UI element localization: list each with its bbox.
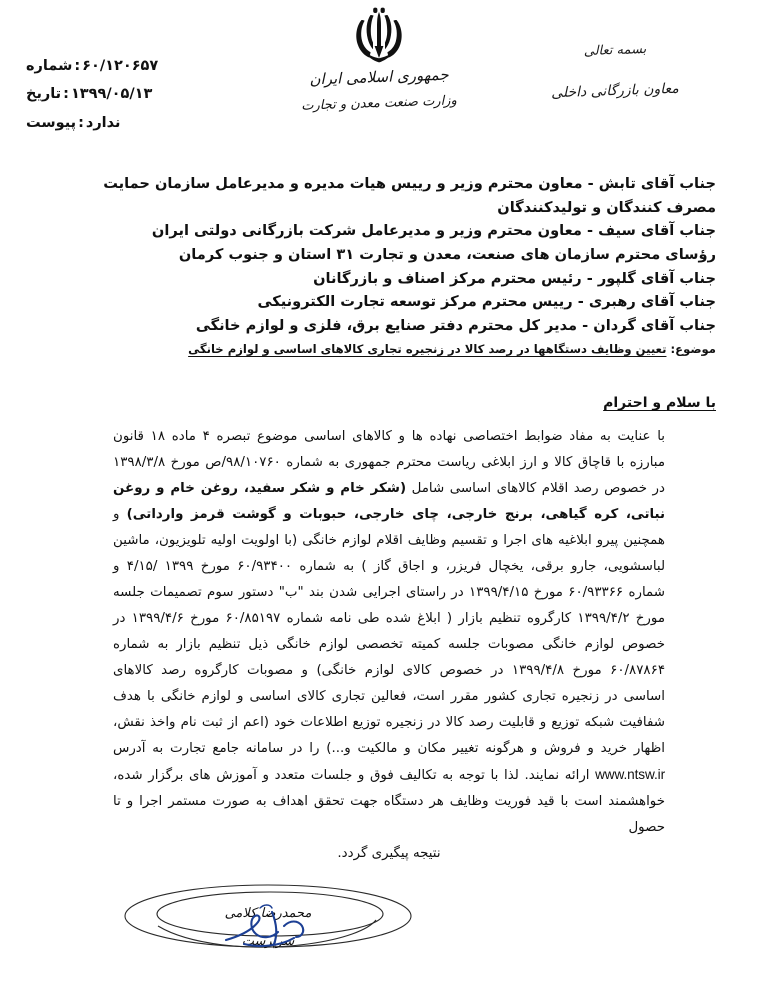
meta-separator: : — [63, 86, 69, 103]
country-name-text: جمهوری اسلامی ایران — [309, 65, 449, 89]
ministry-name-text: وزارت صنعت معدن و تجارت — [300, 93, 458, 114]
letter-attachment-label: پیوست — [26, 114, 77, 131]
meta-row-number — [26, 52, 238, 80]
subject-line — [40, 341, 716, 358]
subject-label: موضوع: — [670, 342, 716, 357]
letter-header — [0, 0, 758, 158]
letter-date-value: ۱۳۹۹/۰۵/۱۳ — [70, 86, 153, 103]
header-meta-block — [26, 52, 238, 137]
body-closing-line: نتیجه پیگیری گردد. — [337, 846, 441, 861]
letter-date-label: تاریخ — [26, 86, 62, 103]
iran-emblem-icon — [249, 6, 509, 64]
addressee-line: جناب آقای رهبری - رییس محترم مرکز توسعه تجارت الکترونیکی — [257, 293, 716, 311]
addressee-line: مصرف کنندگان و تولیدکنندگان — [497, 198, 716, 216]
body-paragraph — [113, 424, 665, 841]
addressee-line: جناب آقای گردان - مدیر کل محترم دفتر صنایع برق، فلزی و لوازم خانگی — [195, 316, 716, 334]
subject-text: تعیین وظایف دستگاهها در رصد کالا در زنجیره تجاری کالاهای اساسی و لوازم خانگی — [188, 342, 667, 357]
signer-name: محمدرضا کلامی — [224, 906, 312, 921]
salutation-text: با سلام و احترام — [603, 395, 716, 411]
body-segment-intro: با عنایت به مفاد ضوابط اختصاصی نهاده ها و کالاهای اساسی موضوع تبصره ۴ ماده ۱۸ قانون مبارزه با قاچاق کالا و ارز ابلاغی ریاست محترم جمهوری به شماره ۹۸/۱۰۷۶۰/ص مورخ ۱۳۹۸/۳/۸ در خصوص رصد اقلام کالاهای اساسی شامل — [113, 429, 666, 496]
letter-number-label: شماره — [26, 58, 73, 74]
portal-url-link[interactable]: www.ntsw.ir — [595, 767, 665, 782]
meta-row-attachment — [26, 109, 238, 137]
letter-attachment-value: ندارد — [85, 114, 121, 131]
addressee-line: جناب آقای سیف - معاون محترم وزیر و مدیرعامل شرکت بازرگانی دولتی ایران — [151, 222, 716, 240]
body-segment-end: ارائه نمایند. لذا با توجه به تکالیف فوق و جلسات متعدد و آموزش های برگزار شده، خواهشمند است با قید فوریت وظایف هر دستگاه جهت تحقق اهداف به صورت مستمر اجرا و تا حصول — [113, 768, 665, 835]
invocation-text: بسمه تعالی — [583, 41, 647, 60]
addressee-block — [40, 172, 716, 359]
salutation-block — [40, 392, 716, 411]
meta-separator: : — [74, 58, 81, 74]
header-right-block — [500, 41, 730, 102]
body-segment-commodities: (شکر خام و شکر سفید، روغن خام و روغن نباتی، کره گیاهی، برنج خارجی، چای خارجی، حبوبات و گوشت قرمز وارداتی) — [113, 481, 666, 522]
issuing-office-text: معاون بازرگانی داخلی — [550, 81, 680, 102]
addressee-line: رؤسای محترم سازمان های صنعت، معدن و تجارت ۳۱ استان و جنوب کرمان — [178, 245, 716, 263]
meta-row-date — [26, 80, 238, 108]
signer-role: سرپرست — [241, 934, 295, 949]
addressee-line: جناب آقای تابش - معاون محترم وزیر و رییس هیات مدیره و مدیرعامل سازمان حمایت — [103, 175, 716, 192]
addressee-line: جناب آقای گلپور - رئیس محترم مرکز اصناف و بازرگانان — [313, 269, 716, 287]
meta-separator: : — [78, 114, 84, 131]
letter-body — [113, 424, 665, 867]
signature-block — [118, 882, 418, 982]
body-segment-middle: و همچنین پیرو ابلاغیه های اجرا و تقسیم وظایف اقلام لوازم خانگی (با اولویت اولیه تلویزیون، ماشین لباسشویی، جارو برقی، یخچال فریزر، و اجاق گاز ) به شماره ۶۰/۹۳۴۰۰ مورخ ۱۳۹۹ /۴/۱۵ و شماره ۶۰/۹۳۳۶۶ مورخ ۱۳۹۹/۴/۱۵ در راستای اجرایی شدن بند "ب" دستور سوم تصمیمات جلسه مورخ ۱۳۹۹/۴/۲ کارگروه تنظیم بازار ( ابلاغ شده طی نامه شماره ۶۰/۸۵۱۹۷ مورخ ۱۳۹۹/۴/۶ در خصوص لوازم خانگی مصوبات جلسه کمیته تخصصی لوازم خانگی ذیل تنظیم بازار به شماره ۶۰/۸۷۸۶۴ مورخ ۱۳۹۹/۴/۸ در خصوص کالای لوازم خانگی) و مصوبات کارگروه رصد کالاهای اساسی در زنجیره تجاری کشور مقرر است، فعالین تجاری کالای اساسی و لوازم خانگی با هدف شفافیت شبکه توزیع و قابلیت رصد کالا در زنجیره توزیع اطلاعات خود (اعم از ثبت نام واخذ نقش، اظهار خرید و فروش و هرگونه تغییر مکان و مالکیت و...) را در سامانه جامع تجارت به آدرس — [113, 507, 666, 756]
header-center-block — [249, 6, 509, 114]
letter-number-value: ۶۰/۱۲۰۶۵۷ — [82, 58, 159, 74]
